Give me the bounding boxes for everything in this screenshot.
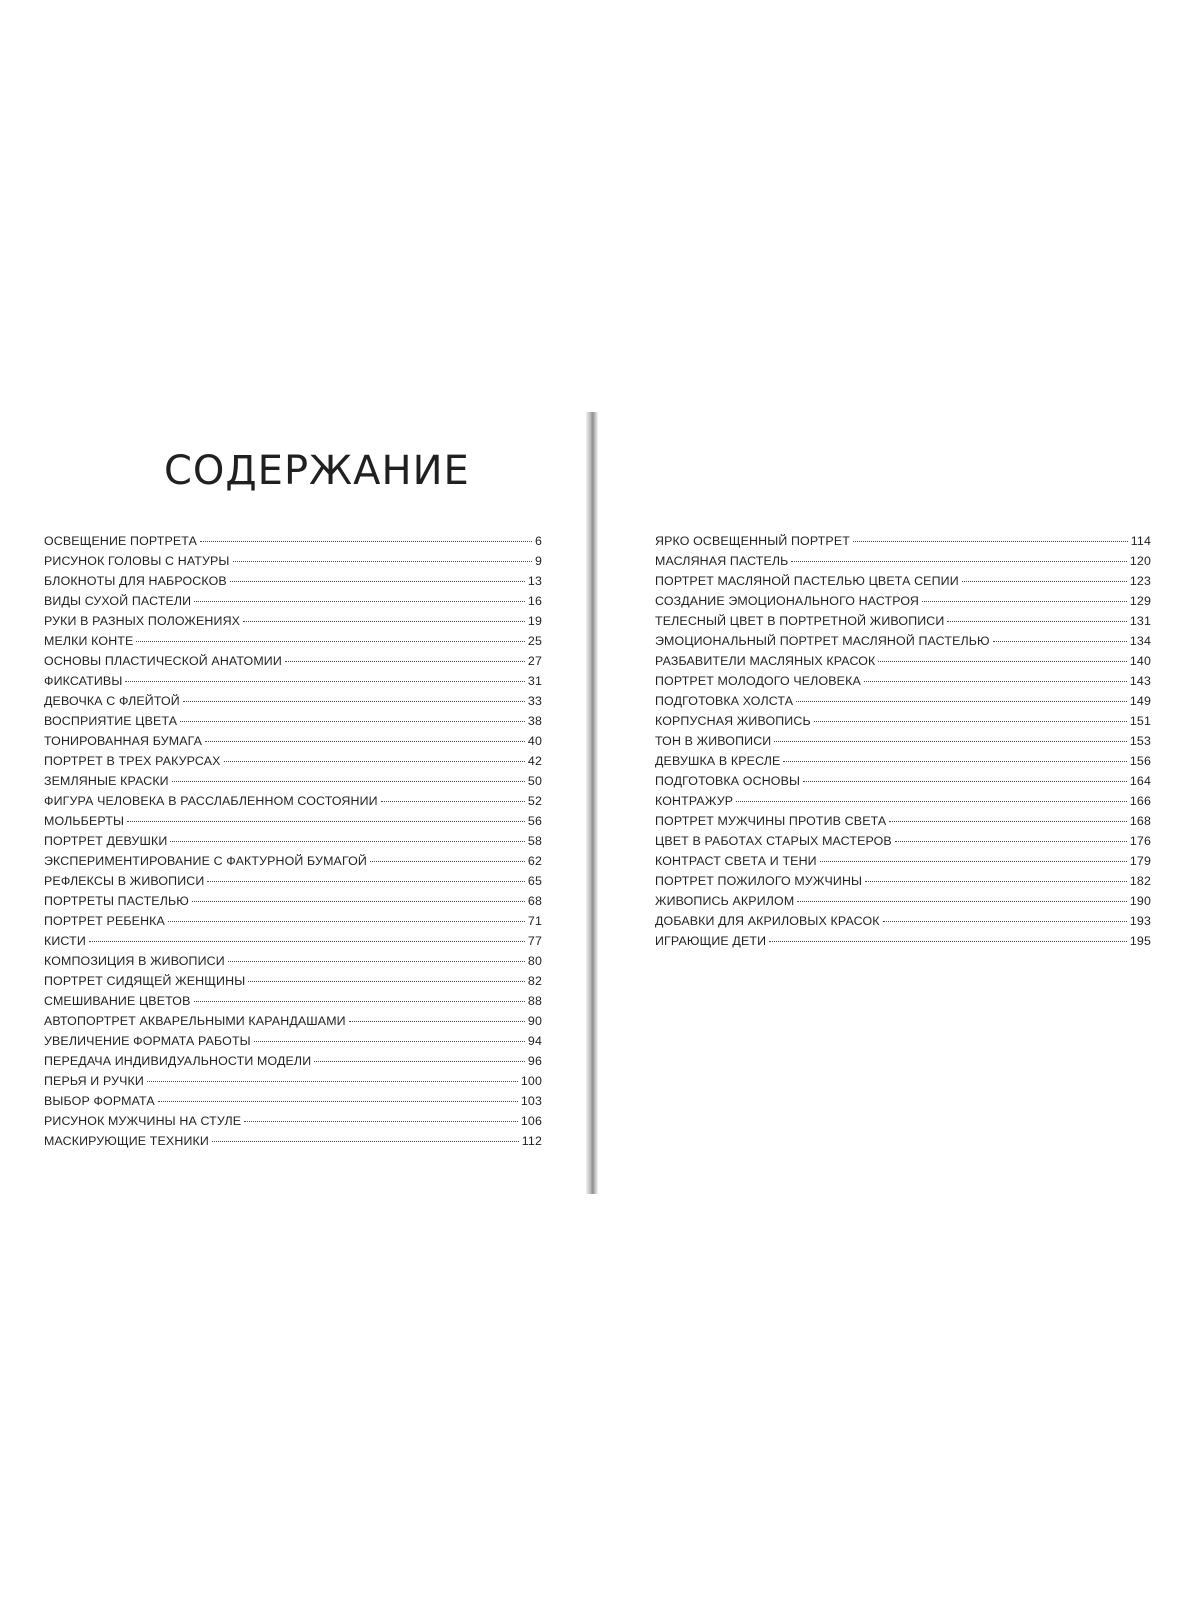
dot-leader — [168, 921, 525, 922]
dot-leader — [993, 641, 1127, 642]
toc-entry-page: 38 — [527, 714, 542, 728]
toc-entry-title: ПОРТРЕТЫ ПАСТЕЛЬЮ — [44, 894, 189, 908]
toc-entry-title: ПОДГОТОВКА ОСНОВЫ — [655, 774, 801, 788]
toc-entry-title: МОЛЬБЕРТЫ — [44, 814, 125, 828]
toc-entry — [44, 671, 542, 691]
dot-leader — [878, 661, 1126, 662]
toc-entry-page: 156 — [1129, 754, 1151, 768]
toc-entry-title: ДЕВОЧКА С ФЛЕЙТОЙ — [44, 694, 180, 708]
toc-entry — [44, 1131, 542, 1151]
toc-entry-page: 27 — [527, 654, 542, 668]
dot-leader — [244, 1121, 518, 1122]
toc-entry-page: 88 — [527, 994, 542, 1008]
toc-entry-page: 176 — [1129, 834, 1151, 848]
toc-entry-title: ВОСПРИЯТИЕ ЦВЕТА — [44, 714, 178, 728]
toc-entry-title: ЦВЕТ В РАБОТАХ СТАРЫХ МАСТЕРОВ — [655, 834, 892, 848]
toc-entry-title: СОЗДАНИЕ ЭМОЦИОНАЛЬНОГО НАСТРОЯ — [655, 594, 920, 608]
toc-entry-title: ПОРТРЕТ СИДЯЩЕЙ ЖЕНЩИНЫ — [44, 974, 246, 988]
toc-entry-page: 131 — [1129, 614, 1151, 628]
toc-entry-title: ФИКСАТИВЫ — [44, 674, 123, 688]
toc-entry-page: 33 — [527, 694, 542, 708]
dot-leader — [796, 701, 1127, 702]
toc-left-column — [44, 531, 542, 1151]
toc-entry — [44, 811, 542, 831]
dot-leader — [194, 1001, 525, 1002]
toc-entry-page: 168 — [1129, 814, 1151, 828]
dot-leader — [769, 941, 1127, 942]
dot-leader — [853, 541, 1128, 542]
dot-leader — [889, 821, 1127, 822]
dot-leader — [207, 881, 524, 882]
toc-entry-title: БЛОКНОТЫ ДЛЯ НАБРОСКОВ — [44, 574, 227, 588]
toc-entry — [44, 1031, 542, 1051]
toc-entry-page: 19 — [527, 614, 542, 628]
toc-right-column — [655, 531, 1151, 951]
toc-entry-page: 143 — [1129, 674, 1151, 688]
toc-entry-page: 80 — [527, 954, 542, 968]
dot-leader — [922, 601, 1127, 602]
toc-entry-page: 65 — [527, 874, 542, 888]
toc-entry-page: 56 — [527, 814, 542, 828]
toc-entry-page: 94 — [527, 1034, 542, 1048]
toc-entry — [655, 551, 1151, 571]
toc-entry-title: МАСЛЯНАЯ ПАСТЕЛЬ — [655, 554, 789, 568]
dot-leader — [89, 941, 525, 942]
toc-entry — [655, 931, 1151, 951]
toc-entry-page: 153 — [1129, 734, 1151, 748]
dot-leader — [230, 581, 525, 582]
dot-leader — [381, 801, 525, 802]
toc-entry-page: 96 — [527, 1054, 542, 1068]
toc-entry-title: МЕЛКИ КОНТЕ — [44, 634, 134, 648]
toc-entry — [44, 891, 542, 911]
dot-leader — [192, 901, 525, 902]
toc-entry-title: ПОРТРЕТ МУЖЧИНЫ ПРОТИВ СВЕТА — [655, 814, 887, 828]
toc-entry — [44, 831, 542, 851]
dot-leader — [127, 821, 525, 822]
toc-entry-title: ЖИВОПИСЬ АКРИЛОМ — [655, 894, 795, 908]
toc-entry — [44, 951, 542, 971]
toc-entry — [655, 911, 1151, 931]
dot-leader — [248, 981, 525, 982]
dot-leader — [895, 841, 1127, 842]
toc-entry-title: МАСКИРУЮЩИЕ ТЕХНИКИ — [44, 1134, 209, 1148]
toc-entry-page: 9 — [534, 554, 542, 568]
toc-entry-title: ПЕРЕДАЧА ИНДИВИДУАЛЬНОСТИ МОДЕЛИ — [44, 1054, 312, 1068]
dot-leader — [791, 561, 1126, 562]
toc-entry — [655, 891, 1151, 911]
toc-entry — [655, 711, 1151, 731]
toc-entry-title: КОРПУСНАЯ ЖИВОПИСЬ — [655, 714, 811, 728]
dot-leader — [285, 661, 525, 662]
toc-entry-page: 13 — [527, 574, 542, 588]
toc-entry-title: ЭКСПЕРИМЕНТИРОВАНИЕ С ФАКТУРНОЙ БУМАГОЙ — [44, 854, 367, 868]
toc-entry-page: 151 — [1129, 714, 1151, 728]
toc-entry-page: 140 — [1129, 654, 1151, 668]
toc-entry-title: ДОБАВКИ ДЛЯ АКРИЛОВЫХ КРАСОК — [655, 914, 880, 928]
toc-entry-title: ПОРТРЕТ МОЛОДОГО ЧЕЛОВЕКА — [655, 674, 861, 688]
toc-entry-page: 82 — [527, 974, 542, 988]
toc-entry — [44, 871, 542, 891]
toc-entry-page: 62 — [527, 854, 542, 868]
toc-entry-page: 16 — [527, 594, 542, 608]
toc-entry — [44, 1051, 542, 1071]
dot-leader — [212, 1141, 519, 1142]
dot-leader — [864, 681, 1127, 682]
dot-leader — [172, 781, 525, 782]
toc-entry — [655, 871, 1151, 891]
dot-leader — [170, 841, 524, 842]
toc-entry — [44, 1091, 542, 1111]
toc-entry — [655, 611, 1151, 631]
toc-entry-title: РИСУНОК ГОЛОВЫ С НАТУРЫ — [44, 554, 230, 568]
toc-entry — [44, 1071, 542, 1091]
toc-entry-title: ПОРТРЕТ ДЕВУШКИ — [44, 834, 168, 848]
toc-entry-page: 106 — [520, 1114, 542, 1128]
toc-entry — [655, 651, 1151, 671]
toc-entry-title: ПОРТРЕТ В ТРЕХ РАКУРСАХ — [44, 754, 221, 768]
toc-entry — [44, 551, 542, 571]
dot-leader — [370, 861, 525, 862]
toc-entry — [44, 1111, 542, 1131]
dot-leader — [228, 961, 525, 962]
toc-entry-page: 190 — [1129, 894, 1151, 908]
toc-entry-title: ОСНОВЫ ПЛАСТИЧЕСКОЙ АНАТОМИИ — [44, 654, 282, 668]
toc-entry — [655, 831, 1151, 851]
dot-leader — [865, 881, 1127, 882]
dot-leader — [803, 781, 1127, 782]
toc-entry-page: 193 — [1129, 914, 1151, 928]
toc-entry-title: ТЕЛЕСНЫЙ ЦВЕТ В ПОРТРЕТНОЙ ЖИВОПИСИ — [655, 614, 945, 628]
toc-entry — [655, 851, 1151, 871]
toc-entry — [655, 731, 1151, 751]
dot-leader — [349, 1021, 525, 1022]
toc-entry-title: РАЗБАВИТЕЛИ МАСЛЯНЫХ КРАСОК — [655, 654, 876, 668]
toc-entry-title: ПОРТРЕТ РЕБЕНКА — [44, 914, 165, 928]
dot-leader — [254, 1041, 525, 1042]
toc-entry-title: КОМПОЗИЦИЯ В ЖИВОПИСИ — [44, 954, 225, 968]
toc-entry-title: АВТОПОРТРЕТ АКВАРЕЛЬНЫМИ КАРАНДАШАМИ — [44, 1014, 346, 1028]
toc-entry-page: 100 — [520, 1074, 542, 1088]
toc-entry-title: ОСВЕЩЕНИЕ ПОРТРЕТА — [44, 534, 198, 548]
toc-entry — [44, 691, 542, 711]
toc-entry — [44, 731, 542, 751]
dot-leader — [736, 801, 1127, 802]
toc-entry — [44, 611, 542, 631]
toc-entry — [44, 571, 542, 591]
toc-entry-title: ФИГУРА ЧЕЛОВЕКА В РАССЛАБЛЕННОМ СОСТОЯНИИ — [44, 794, 378, 808]
toc-entry-page: 50 — [527, 774, 542, 788]
toc-entry-page: 114 — [1130, 534, 1151, 548]
toc-entry — [44, 791, 542, 811]
toc-entry-page: 31 — [527, 674, 542, 688]
toc-entry — [655, 811, 1151, 831]
toc-entry-title: ЗЕМЛЯНЫЕ КРАСКИ — [44, 774, 169, 788]
toc-entry-page: 179 — [1129, 854, 1151, 868]
toc-entry — [44, 531, 542, 551]
toc-entry-page: 182 — [1129, 874, 1151, 888]
toc-entry-title: ИГРАЮЩИЕ ДЕТИ — [655, 934, 767, 948]
toc-entry — [655, 531, 1151, 551]
toc-entry-title: КИСТИ — [44, 934, 86, 948]
toc-entry-page: 134 — [1129, 634, 1151, 648]
dot-leader — [183, 701, 525, 702]
toc-entry — [44, 651, 542, 671]
toc-entry — [44, 911, 542, 931]
toc-entry — [44, 931, 542, 951]
toc-entry — [655, 771, 1151, 791]
dot-leader — [136, 641, 524, 642]
dot-leader — [147, 1081, 518, 1082]
toc-entry-page: 129 — [1129, 594, 1151, 608]
toc-entry — [44, 711, 542, 731]
toc-entry-title: ПОРТРЕТ ПОЖИЛОГО МУЖЧИНЫ — [655, 874, 863, 888]
toc-entry-title: УВЕЛИЧЕНИЕ ФОРМАТА РАБОТЫ — [44, 1034, 251, 1048]
toc-entry — [44, 631, 542, 651]
toc-entry — [44, 971, 542, 991]
dot-leader — [194, 601, 525, 602]
toc-entry — [44, 751, 542, 771]
toc-entry-page: 123 — [1129, 574, 1151, 588]
dot-leader — [962, 581, 1127, 582]
toc-entry-title: СМЕШИВАНИЕ ЦВЕТОВ — [44, 994, 191, 1008]
toc-entry-page: 120 — [1129, 554, 1151, 568]
toc-entry-page: 112 — [521, 1134, 542, 1148]
toc-entry-title: РЕФЛЕКСЫ В ЖИВОПИСИ — [44, 874, 205, 888]
dot-leader — [200, 541, 532, 542]
toc-entry-title: ЭМОЦИОНАЛЬНЫЙ ПОРТРЕТ МАСЛЯНОЙ ПАСТЕЛЬЮ — [655, 634, 990, 648]
toc-entry-title: ПЕРЬЯ И РУЧКИ — [44, 1074, 144, 1088]
toc-entry-page: 68 — [527, 894, 542, 908]
toc-entry — [44, 1011, 542, 1031]
toc-entry-title: ВЫБОР ФОРМАТА — [44, 1094, 155, 1108]
toc-entry-page: 195 — [1129, 934, 1151, 948]
toc-entry-title: КОНТРАСТ СВЕТА И ТЕНИ — [655, 854, 817, 868]
dot-leader — [125, 681, 524, 682]
dot-leader — [774, 741, 1127, 742]
toc-entry-page: 77 — [527, 934, 542, 948]
toc-entry-page: 25 — [527, 634, 542, 648]
dot-leader — [224, 761, 525, 762]
toc-entry — [655, 631, 1151, 651]
toc-entry-title: КОНТРАЖУР — [655, 794, 734, 808]
dot-leader — [783, 761, 1126, 762]
toc-entry-page: 6 — [534, 534, 542, 548]
toc-entry-title: ТОНИРОВАННАЯ БУМАГА — [44, 734, 203, 748]
toc-entry — [655, 571, 1151, 591]
toc-entry-page: 90 — [527, 1014, 542, 1028]
toc-entry-page: 166 — [1129, 794, 1151, 808]
toc-entry-title: ПОРТРЕТ МАСЛЯНОЙ ПАСТЕЛЬЮ ЦВЕТА СЕПИИ — [655, 574, 959, 588]
toc-entry — [44, 591, 542, 611]
toc-entry-title: ВИДЫ СУХОЙ ПАСТЕЛИ — [44, 594, 192, 608]
toc-entry-title: РУКИ В РАЗНЫХ ПОЛОЖЕНИЯХ — [44, 614, 241, 628]
dot-leader — [883, 921, 1127, 922]
dot-leader — [233, 561, 532, 562]
toc-entry-title: РИСУНОК МУЖЧИНЫ НА СТУЛЕ — [44, 1114, 242, 1128]
toc-entry — [655, 751, 1151, 771]
toc-entry — [44, 851, 542, 871]
toc-entry-title: ПОДГОТОВКА ХОЛСТА — [655, 694, 794, 708]
toc-entry — [44, 771, 542, 791]
dot-leader — [814, 721, 1127, 722]
toc-entry-page: 71 — [527, 914, 542, 928]
book-gutter — [586, 412, 598, 1194]
dot-leader — [797, 901, 1127, 902]
toc-entry-title: ТОН В ЖИВОПИСИ — [655, 734, 772, 748]
toc-entry-page: 149 — [1129, 694, 1151, 708]
toc-entry-title: ЯРКО ОСВЕЩЕННЫЙ ПОРТРЕТ — [655, 534, 850, 548]
toc-entry-page: 58 — [527, 834, 542, 848]
toc-entry-page: 42 — [527, 754, 542, 768]
toc-entry — [655, 591, 1151, 611]
toc-entry — [655, 691, 1151, 711]
toc-entry — [655, 671, 1151, 691]
toc-entry-page: 164 — [1129, 774, 1151, 788]
dot-leader — [180, 721, 525, 722]
toc-entry-title: ДЕВУШКА В КРЕСЛЕ — [655, 754, 781, 768]
toc-entry — [44, 991, 542, 1011]
dot-leader — [947, 621, 1126, 622]
dot-leader — [820, 861, 1127, 862]
page-title: СОДЕРЖАНИЕ — [164, 448, 470, 494]
dot-leader — [158, 1101, 518, 1102]
dot-leader — [205, 741, 525, 742]
toc-entry-page: 52 — [527, 794, 542, 808]
toc-entry-page: 40 — [527, 734, 542, 748]
toc-entry-page: 103 — [520, 1094, 542, 1108]
toc-entry — [655, 791, 1151, 811]
dot-leader — [243, 621, 525, 622]
dot-leader — [314, 1061, 525, 1062]
